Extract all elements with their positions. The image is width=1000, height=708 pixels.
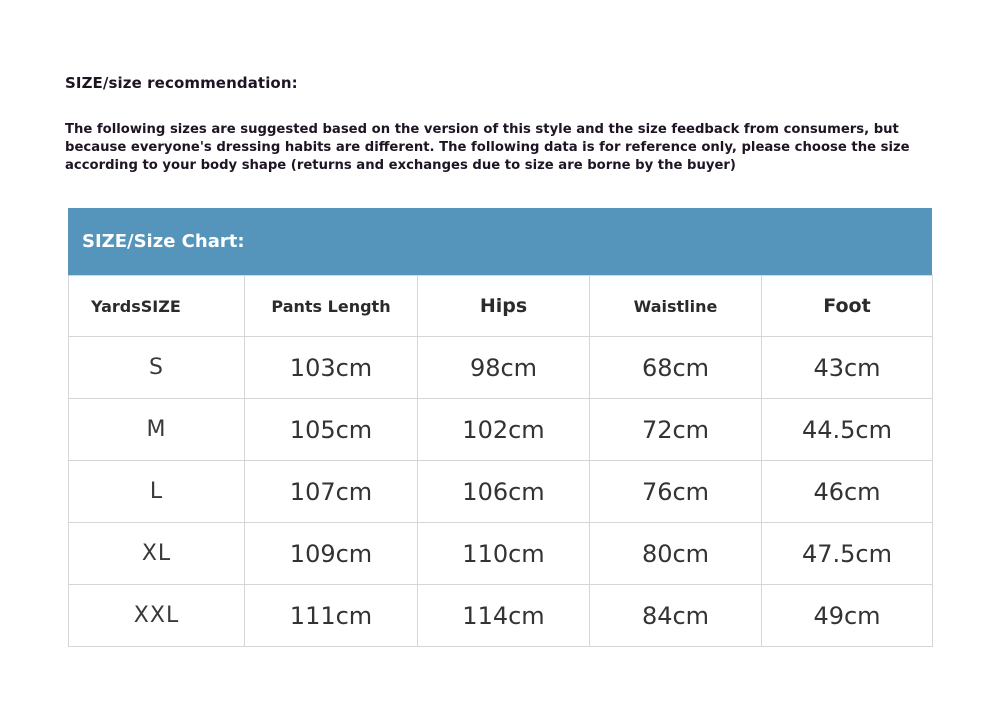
hips-cell: 110cm [418, 523, 590, 585]
hips-cell: 114cm [418, 585, 590, 647]
foot-cell: 47.5cm [762, 523, 933, 585]
table-row [69, 523, 933, 585]
pants-length-cell: 103cm [245, 337, 418, 399]
size-chart [68, 208, 932, 647]
column-header-size: YardsSIZE [69, 276, 245, 337]
page-heading: SIZE/size recommendation: [65, 74, 298, 92]
table-row [69, 399, 933, 461]
column-header-waistline: Waistline [590, 276, 762, 337]
waistline-cell: 84cm [590, 585, 762, 647]
column-header-hips: Hips [418, 276, 590, 337]
pants-length-cell: 107cm [245, 461, 418, 523]
size-cell: XXL [69, 585, 245, 647]
foot-cell: 43cm [762, 337, 933, 399]
pants-length-cell: 109cm [245, 523, 418, 585]
size-table [68, 275, 933, 647]
hips-cell: 106cm [418, 461, 590, 523]
size-cell: XL [69, 523, 245, 585]
pants-length-cell: 105cm [245, 399, 418, 461]
table-row [69, 337, 933, 399]
size-cell: L [69, 461, 245, 523]
table-row [69, 461, 933, 523]
waistline-cell: 72cm [590, 399, 762, 461]
size-cell: M [69, 399, 245, 461]
waistline-cell: 68cm [590, 337, 762, 399]
column-header-foot: Foot [762, 276, 933, 337]
table-header-row [69, 276, 933, 337]
size-chart-header: SIZE/Size Chart: [68, 208, 932, 275]
hips-cell: 102cm [418, 399, 590, 461]
waistline-cell: 80cm [590, 523, 762, 585]
hips-cell: 98cm [418, 337, 590, 399]
foot-cell: 44.5cm [762, 399, 933, 461]
foot-cell: 49cm [762, 585, 933, 647]
table-row [69, 585, 933, 647]
column-header-pants-length: Pants Length [245, 276, 418, 337]
pants-length-cell: 111cm [245, 585, 418, 647]
foot-cell: 46cm [762, 461, 933, 523]
intro-text: The following sizes are suggested based on the version of this style and the size feedback from consumers, but because everyone's dressing habits are different. The following data is for reference only, please choose the size according to your body shape (returns and exchanges due to size are borne by the buyer) [65, 122, 910, 173]
waistline-cell: 76cm [590, 461, 762, 523]
size-cell: S [69, 337, 245, 399]
